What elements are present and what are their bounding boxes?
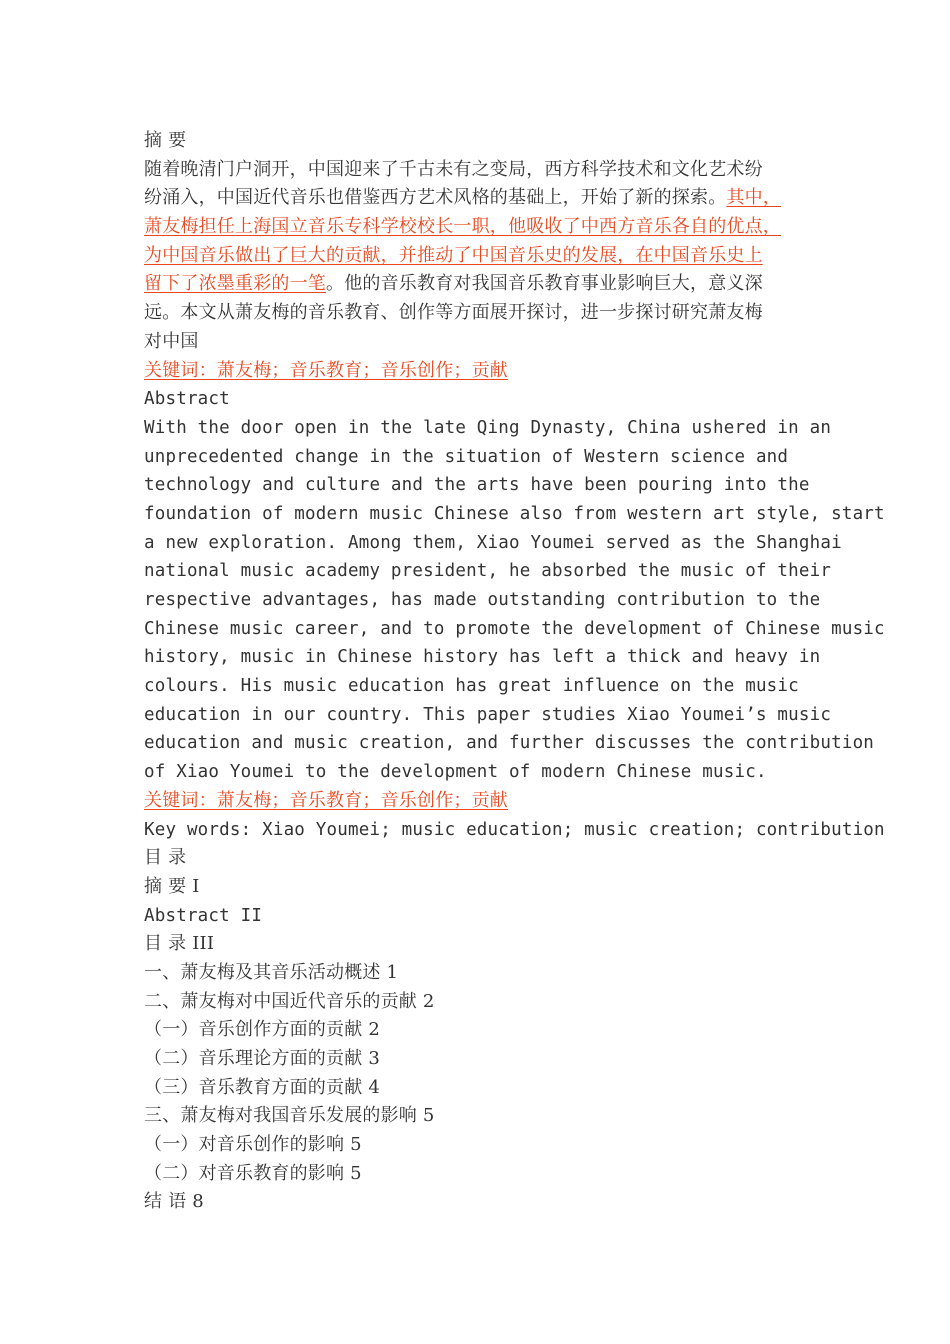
abstract-en-line: unprecedented change in the situation of Western science and [144, 446, 789, 467]
toc-item[interactable]: （一）音乐创作方面的贡献 2 [144, 1019, 380, 1041]
abstract-en-line: of Xiao Youmei to the development of modern Chinese music. [144, 762, 767, 783]
toc-item[interactable]: 一、萧友梅及其音乐活动概述 1 [144, 961, 399, 983]
abstract-en-line: With the door open in the late Qing Dynasty, China ushered in an [144, 417, 832, 438]
abstract-cn-text: 纷涌入，中国近代音乐也借鉴西方艺术风格的基础上，开始了新的探索。 [144, 187, 727, 209]
abstract-en-line: technology and culture and the arts have been pouring into the [144, 475, 810, 496]
abstract-en-line: Chinese music career, and to promote the development of Chinese music [144, 618, 885, 639]
highlighted-line: 萧友梅担任上海国立音乐专科学校校长一职，他吸收了中西方音乐各自的优点， [144, 216, 781, 238]
abstract-cn-heading: 摘 要 [144, 130, 187, 151]
highlighted-line: 为中国音乐做出了巨大的贡献，并推动了中国音乐史的发展，在中国音乐史上 [144, 244, 763, 266]
toc-heading: 目 录 [144, 847, 187, 869]
abstract-en-line: foundation of modern music Chinese also from western art style, start [144, 503, 885, 524]
abstract-en-line: education and music creation, and further discusses the contribution [144, 733, 875, 754]
abstract-cn-line: 对中国 [144, 330, 199, 352]
toc-item[interactable]: 结 语 8 [144, 1191, 204, 1213]
abstract-en-line: colours. His music education has great influence on the music [144, 676, 799, 697]
highlighted-text: 其中， [726, 187, 782, 209]
abstract-cn-line [144, 270, 824, 299]
document-page [144, 127, 885, 1217]
toc-item[interactable]: （二）音乐理论方面的贡献 3 [144, 1048, 380, 1069]
abstract-cn-line: 随着晚清门户洞开，中国迎来了千古未有之变局，西方科学技术和文化艺术纷 [144, 158, 763, 180]
abstract-en-line: education in our country. This paper studies Xiao Youmei’s music [144, 704, 832, 725]
highlighted-text: 留下了浓墨重彩的一笔 [144, 273, 326, 295]
abstract-cn-line [144, 184, 824, 213]
toc-item[interactable]: （三）音乐教育方面的贡献 4 [144, 1076, 380, 1098]
abstract-en-line: respective advantages, has made outstanding contribution to the [144, 590, 821, 610]
abstract-en-line: a new exploration. Among them, Xiao Youmei served as the Shanghai [144, 532, 842, 553]
abstract-en-line: national music academy president, he absorbed the music of their [144, 561, 832, 582]
toc-item[interactable]: （二）对音乐教育的影响 5 [144, 1162, 362, 1184]
toc-item[interactable]: 二、萧友梅对中国近代音乐的贡献 2 [144, 990, 435, 1012]
abstract-en-heading: Abstract [144, 389, 230, 410]
toc-item[interactable]: 摘 要 I [144, 875, 200, 897]
abstract-en-line: history, music in Chinese history has left a thick and heavy in [144, 647, 821, 668]
keywords-en: Key words: Xiao Youmei; music education; music creation; contribution [144, 819, 885, 840]
keywords-cn-repeat: 关键词：萧友梅；音乐教育；音乐创作；贡献 [144, 789, 508, 811]
keywords-cn: 关键词：萧友梅；音乐教育；音乐创作；贡献 [144, 359, 508, 381]
toc-item[interactable]: Abstract II [144, 905, 263, 926]
toc-item[interactable]: （一）对音乐创作的影响 5 [144, 1134, 362, 1156]
abstract-cn-text: 。他的音乐教育对我国音乐教育事业影响巨大，意义深 [326, 273, 763, 295]
toc-item[interactable]: 目 录 III [144, 933, 215, 955]
abstract-cn-line: 远。本文从萧友梅的音乐教育、创作等方面展开探讨，进一步探讨研究萧友梅 [144, 302, 763, 324]
toc-item[interactable]: 三、萧友梅对我国音乐发展的影响 5 [144, 1105, 435, 1127]
